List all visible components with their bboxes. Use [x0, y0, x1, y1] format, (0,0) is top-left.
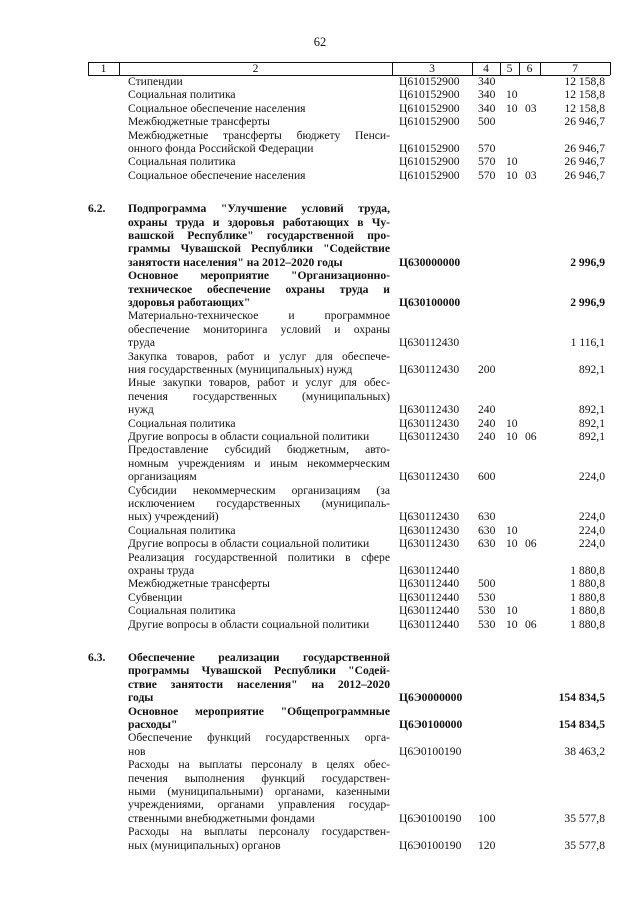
row-name: здоровья работающих" — [128, 296, 251, 309]
amount: 892,1 — [578, 363, 605, 376]
target-code: Ц630112430 — [399, 363, 460, 376]
row-name: Реализация государственной политики в сфере — [128, 550, 390, 564]
amount: 26 946,7 — [564, 155, 605, 169]
row-name: техническое обеспечение охраны труда и — [128, 282, 390, 296]
expense-type: 240 — [478, 416, 496, 430]
table-row — [0, 323, 640, 336]
row-name: организациям — [128, 470, 197, 484]
amount: 35 577,8 — [564, 838, 605, 852]
row-name: вашской Республике" государственной про- — [128, 229, 390, 242]
target-code: Ц610152900 — [399, 155, 460, 169]
row-name: Социальное обеспечение населения — [128, 168, 306, 182]
header-col-7: 7 — [572, 62, 578, 75]
table-row — [0, 718, 640, 731]
amount: 26 946,7 — [564, 142, 605, 155]
table-row — [0, 336, 640, 349]
row-name: Другие вопросы в области социальной политики — [128, 430, 370, 443]
amount: 892,1 — [578, 430, 605, 443]
table-row — [0, 825, 640, 838]
amount: 154 834,5 — [558, 691, 605, 705]
table-row — [0, 296, 640, 309]
amount: 12 158,8 — [564, 101, 605, 115]
row-name: обеспечение мониторинга условий и охраны — [128, 322, 390, 336]
row-name: Социальное обеспечение населения — [128, 101, 306, 115]
table-row — [0, 785, 640, 798]
row-name: Другие вопросы в области социальной политики — [128, 537, 370, 551]
row-name: номным учреждениям и иным некоммерческим — [128, 456, 390, 470]
table-row — [0, 363, 640, 376]
target-code: Ц6Э0100190 — [399, 744, 462, 758]
amount: 1 880,8 — [570, 577, 605, 591]
row-name: Расходы на выплаты персоналу государствен- — [128, 825, 390, 839]
table-row — [0, 664, 640, 677]
amount: 224,0 — [578, 470, 605, 484]
table-row — [0, 839, 640, 852]
expense-type: 570 — [478, 142, 496, 155]
table-row — [0, 350, 640, 363]
target-code: Ц630112440 — [399, 564, 460, 577]
expense-type: 530 — [478, 604, 496, 618]
amount: 35 577,8 — [564, 811, 605, 825]
table-row — [0, 497, 640, 510]
target-code: Ц630112440 — [399, 604, 460, 618]
row-name: Социальная политика — [128, 88, 236, 102]
table-row — [0, 524, 640, 537]
header-col-5: 5 — [506, 62, 513, 75]
target-code: Ц610152900 — [399, 115, 460, 129]
expense-type: 500 — [478, 577, 496, 591]
section-code: 10 — [506, 604, 518, 618]
table-row — [0, 798, 640, 811]
page-number: 62 — [313, 35, 327, 49]
row-name: Основное мероприятие "Организационно- — [128, 269, 390, 283]
target-code: Ц630112430 — [399, 336, 460, 350]
table-row — [0, 142, 640, 155]
row-name: ния государственных (муниципальных) нужд — [128, 363, 353, 376]
row-name: Другие вопросы в области социальной политики — [128, 617, 370, 631]
amount: 1 880,8 — [570, 617, 605, 631]
amount: 26 946,7 — [564, 168, 605, 182]
row-name: Обеспечение функций государственных орга- — [128, 731, 390, 745]
amount: 224,0 — [578, 523, 605, 537]
row-name: ных) учреждений) — [128, 510, 219, 524]
table-row — [0, 376, 640, 389]
table-row — [0, 216, 640, 229]
table-row — [0, 564, 640, 577]
target-code: Ц610152900 — [399, 168, 460, 182]
table-row — [0, 390, 640, 403]
section-number: 6.3. — [88, 651, 106, 664]
section-code: 10 — [506, 430, 518, 443]
table-row — [0, 577, 640, 590]
expense-type: 530 — [478, 590, 496, 604]
amount: 1 880,8 — [570, 564, 605, 577]
expense-type: 600 — [478, 470, 496, 484]
target-code: Ц6Э0100190 — [399, 838, 462, 852]
target-code: Ц630112430 — [399, 416, 460, 430]
section-code: 10 — [506, 168, 518, 182]
target-code: Ц630112430 — [399, 430, 460, 443]
target-code: Ц630112430 — [399, 523, 460, 537]
row-name: Расходы на выплаты персоналу в целях обес- — [128, 758, 390, 772]
amount: 12 158,8 — [564, 75, 605, 88]
table-row — [0, 403, 640, 416]
subsection-code: 03 — [525, 101, 537, 115]
subsection-code: 03 — [525, 168, 537, 182]
row-name: ствие занятости населения" на 2012–2020 — [128, 677, 390, 691]
table-row — [0, 510, 640, 523]
row-name: Социальная политика — [128, 604, 236, 618]
header-col-3: 3 — [429, 62, 435, 75]
table-row — [0, 812, 640, 825]
expense-type: 240 — [478, 403, 496, 417]
table-row — [0, 551, 640, 564]
table-row — [0, 443, 640, 456]
row-name: расходы" — [128, 718, 178, 731]
row-name: ственными внебюджетными фондами — [128, 811, 315, 825]
section-code: 10 — [506, 88, 518, 102]
table-row — [0, 537, 640, 550]
table-row — [0, 309, 640, 322]
row-name: труда — [128, 336, 155, 350]
table-row — [0, 269, 640, 282]
section-number: 6.2. — [88, 202, 106, 216]
table-row — [0, 102, 640, 115]
target-code: Ц6Э0100190 — [399, 811, 462, 825]
row-name: охраны труда — [128, 564, 195, 577]
row-name: Предоставление субсидий бюджетным, авто- — [128, 443, 390, 457]
table-row — [0, 618, 640, 631]
section-code: 10 — [506, 155, 518, 169]
row-name: Стипендии — [128, 75, 183, 88]
table-row — [0, 691, 640, 704]
amount: 154 834,5 — [558, 718, 605, 731]
row-name: Подпрограмма "Улучшение условий труда, — [128, 202, 390, 216]
section-code: 10 — [506, 537, 518, 551]
table-row — [0, 129, 640, 142]
row-name: учреждениями, органами управления государ- — [128, 798, 390, 812]
amount: 892,1 — [578, 403, 605, 417]
expense-type: 100 — [478, 811, 496, 825]
subsection-code: 06 — [525, 537, 537, 551]
header-col-6: 6 — [526, 62, 533, 75]
table-row — [0, 417, 640, 430]
expense-type: 200 — [478, 363, 496, 376]
amount: 224,0 — [578, 510, 605, 524]
expense-type: 630 — [478, 510, 496, 524]
table-row — [0, 229, 640, 242]
table-row — [0, 705, 640, 718]
expense-type: 570 — [478, 168, 496, 182]
row-name: Межбюджетные трансферты — [128, 115, 270, 129]
subsection-code: 06 — [525, 430, 537, 443]
section-code: 10 — [506, 523, 518, 537]
target-code: Ц630100000 — [399, 296, 461, 309]
table-row — [0, 772, 640, 785]
row-name: занятости населения" на 2012–2020 годы — [128, 255, 343, 269]
row-name: граммы Чувашской Республики "Содействие — [128, 242, 390, 256]
table-row — [0, 470, 640, 483]
table-row — [0, 430, 640, 443]
amount: 1 116,1 — [570, 336, 605, 350]
table-row — [0, 457, 640, 470]
section-code: 10 — [506, 101, 518, 115]
target-code: Ц630000000 — [399, 255, 461, 269]
row-name: Закупка товаров, работ и услуг для обеспече- — [128, 349, 390, 363]
row-name: Межбюджетные трансферты бюджету Пенси- — [128, 128, 390, 142]
table-row — [0, 731, 640, 744]
amount: 2 996,9 — [570, 255, 605, 269]
target-code: Ц630112430 — [399, 510, 460, 524]
header-col-1: 1 — [100, 62, 107, 75]
table-row — [0, 745, 640, 758]
target-code: Ц630112430 — [399, 470, 460, 484]
table-row — [0, 256, 640, 269]
row-name: Субсидии некоммерческим организациям (за — [128, 483, 390, 497]
table-row — [0, 604, 640, 617]
expense-type: 530 — [478, 617, 496, 631]
target-code: Ц610152900 — [399, 101, 460, 115]
target-code: Ц630112430 — [399, 537, 460, 551]
table-row — [0, 651, 640, 664]
table-row — [0, 75, 640, 88]
amount: 892,1 — [578, 416, 605, 430]
amount: 1 880,8 — [570, 590, 605, 604]
target-code: Ц630112440 — [399, 590, 460, 604]
row-name: Основное мероприятие "Общепрограммные — [128, 704, 390, 718]
expense-type: 500 — [478, 115, 496, 129]
row-name: Материально-техническое и программное — [128, 309, 390, 323]
table-row — [0, 202, 640, 215]
amount: 26 946,7 — [564, 115, 605, 129]
section-code: 10 — [506, 416, 518, 430]
target-code: Ц610152900 — [399, 88, 460, 102]
row-name: печения государственных (муниципальных) — [128, 389, 390, 403]
row-name: онного фонда Российской Федерации — [128, 142, 314, 155]
table-row — [0, 88, 640, 101]
row-name: программы Чувашской Республики "Содей- — [128, 664, 390, 678]
amount: 38 463,2 — [564, 744, 605, 758]
expense-type: 240 — [478, 430, 496, 443]
table-row — [0, 169, 640, 182]
row-name: охраны труда и здоровья работающих в Чу- — [128, 215, 390, 229]
table-row — [0, 242, 640, 255]
amount: 12 158,8 — [564, 88, 605, 102]
row-name: печения выполнения функций государствен- — [128, 771, 390, 785]
table-row — [0, 283, 640, 296]
row-name: нужд — [128, 403, 154, 417]
expense-type: 120 — [478, 838, 496, 852]
row-name: Иные закупки товаров, работ и услуг для обес- — [128, 376, 390, 390]
expense-type: 340 — [478, 88, 496, 102]
target-code: Ц630112430 — [399, 403, 460, 417]
table-row — [0, 678, 640, 691]
table-row — [0, 484, 640, 497]
target-code: Ц6Э0100000 — [399, 718, 463, 731]
amount: 1 880,8 — [570, 604, 605, 618]
expense-type: 570 — [478, 155, 496, 169]
header-col-4: 4 — [483, 62, 489, 75]
target-code: Ц610152900 — [399, 75, 460, 88]
expense-type: 630 — [478, 523, 496, 537]
table-row — [0, 758, 640, 771]
row-name: ными (муниципальными) органами, казенными — [128, 785, 390, 798]
row-name: Межбюджетные трансферты — [128, 577, 270, 591]
col-divider — [610, 62, 611, 75]
table-row — [0, 591, 640, 604]
target-code: Ц630112440 — [399, 577, 460, 591]
target-code: Ц6Э0000000 — [399, 691, 463, 705]
row-name: Социальная политика — [128, 155, 236, 169]
row-name: нов — [128, 744, 146, 758]
row-name: Обеспечение реализации государственной — [128, 651, 390, 664]
row-name: Социальная политика — [128, 416, 236, 430]
section-code: 10 — [506, 617, 518, 631]
row-name: годы — [128, 691, 154, 705]
target-code: Ц630112440 — [399, 617, 460, 631]
table-row — [0, 155, 640, 168]
header-col-2: 2 — [252, 62, 259, 75]
expense-type: 630 — [478, 537, 496, 551]
row-name: исключением государственных (муниципаль- — [128, 497, 390, 510]
row-name: Субвенции — [128, 590, 183, 604]
table-row — [0, 115, 640, 128]
target-code: Ц610152900 — [399, 142, 460, 155]
row-name: ных (муниципальных) органов — [128, 838, 281, 852]
expense-type: 340 — [478, 101, 496, 115]
amount: 224,0 — [578, 537, 605, 551]
expense-type: 340 — [478, 75, 496, 88]
subsection-code: 06 — [525, 617, 537, 631]
row-name: Социальная политика — [128, 523, 236, 537]
amount: 2 996,9 — [570, 296, 605, 309]
